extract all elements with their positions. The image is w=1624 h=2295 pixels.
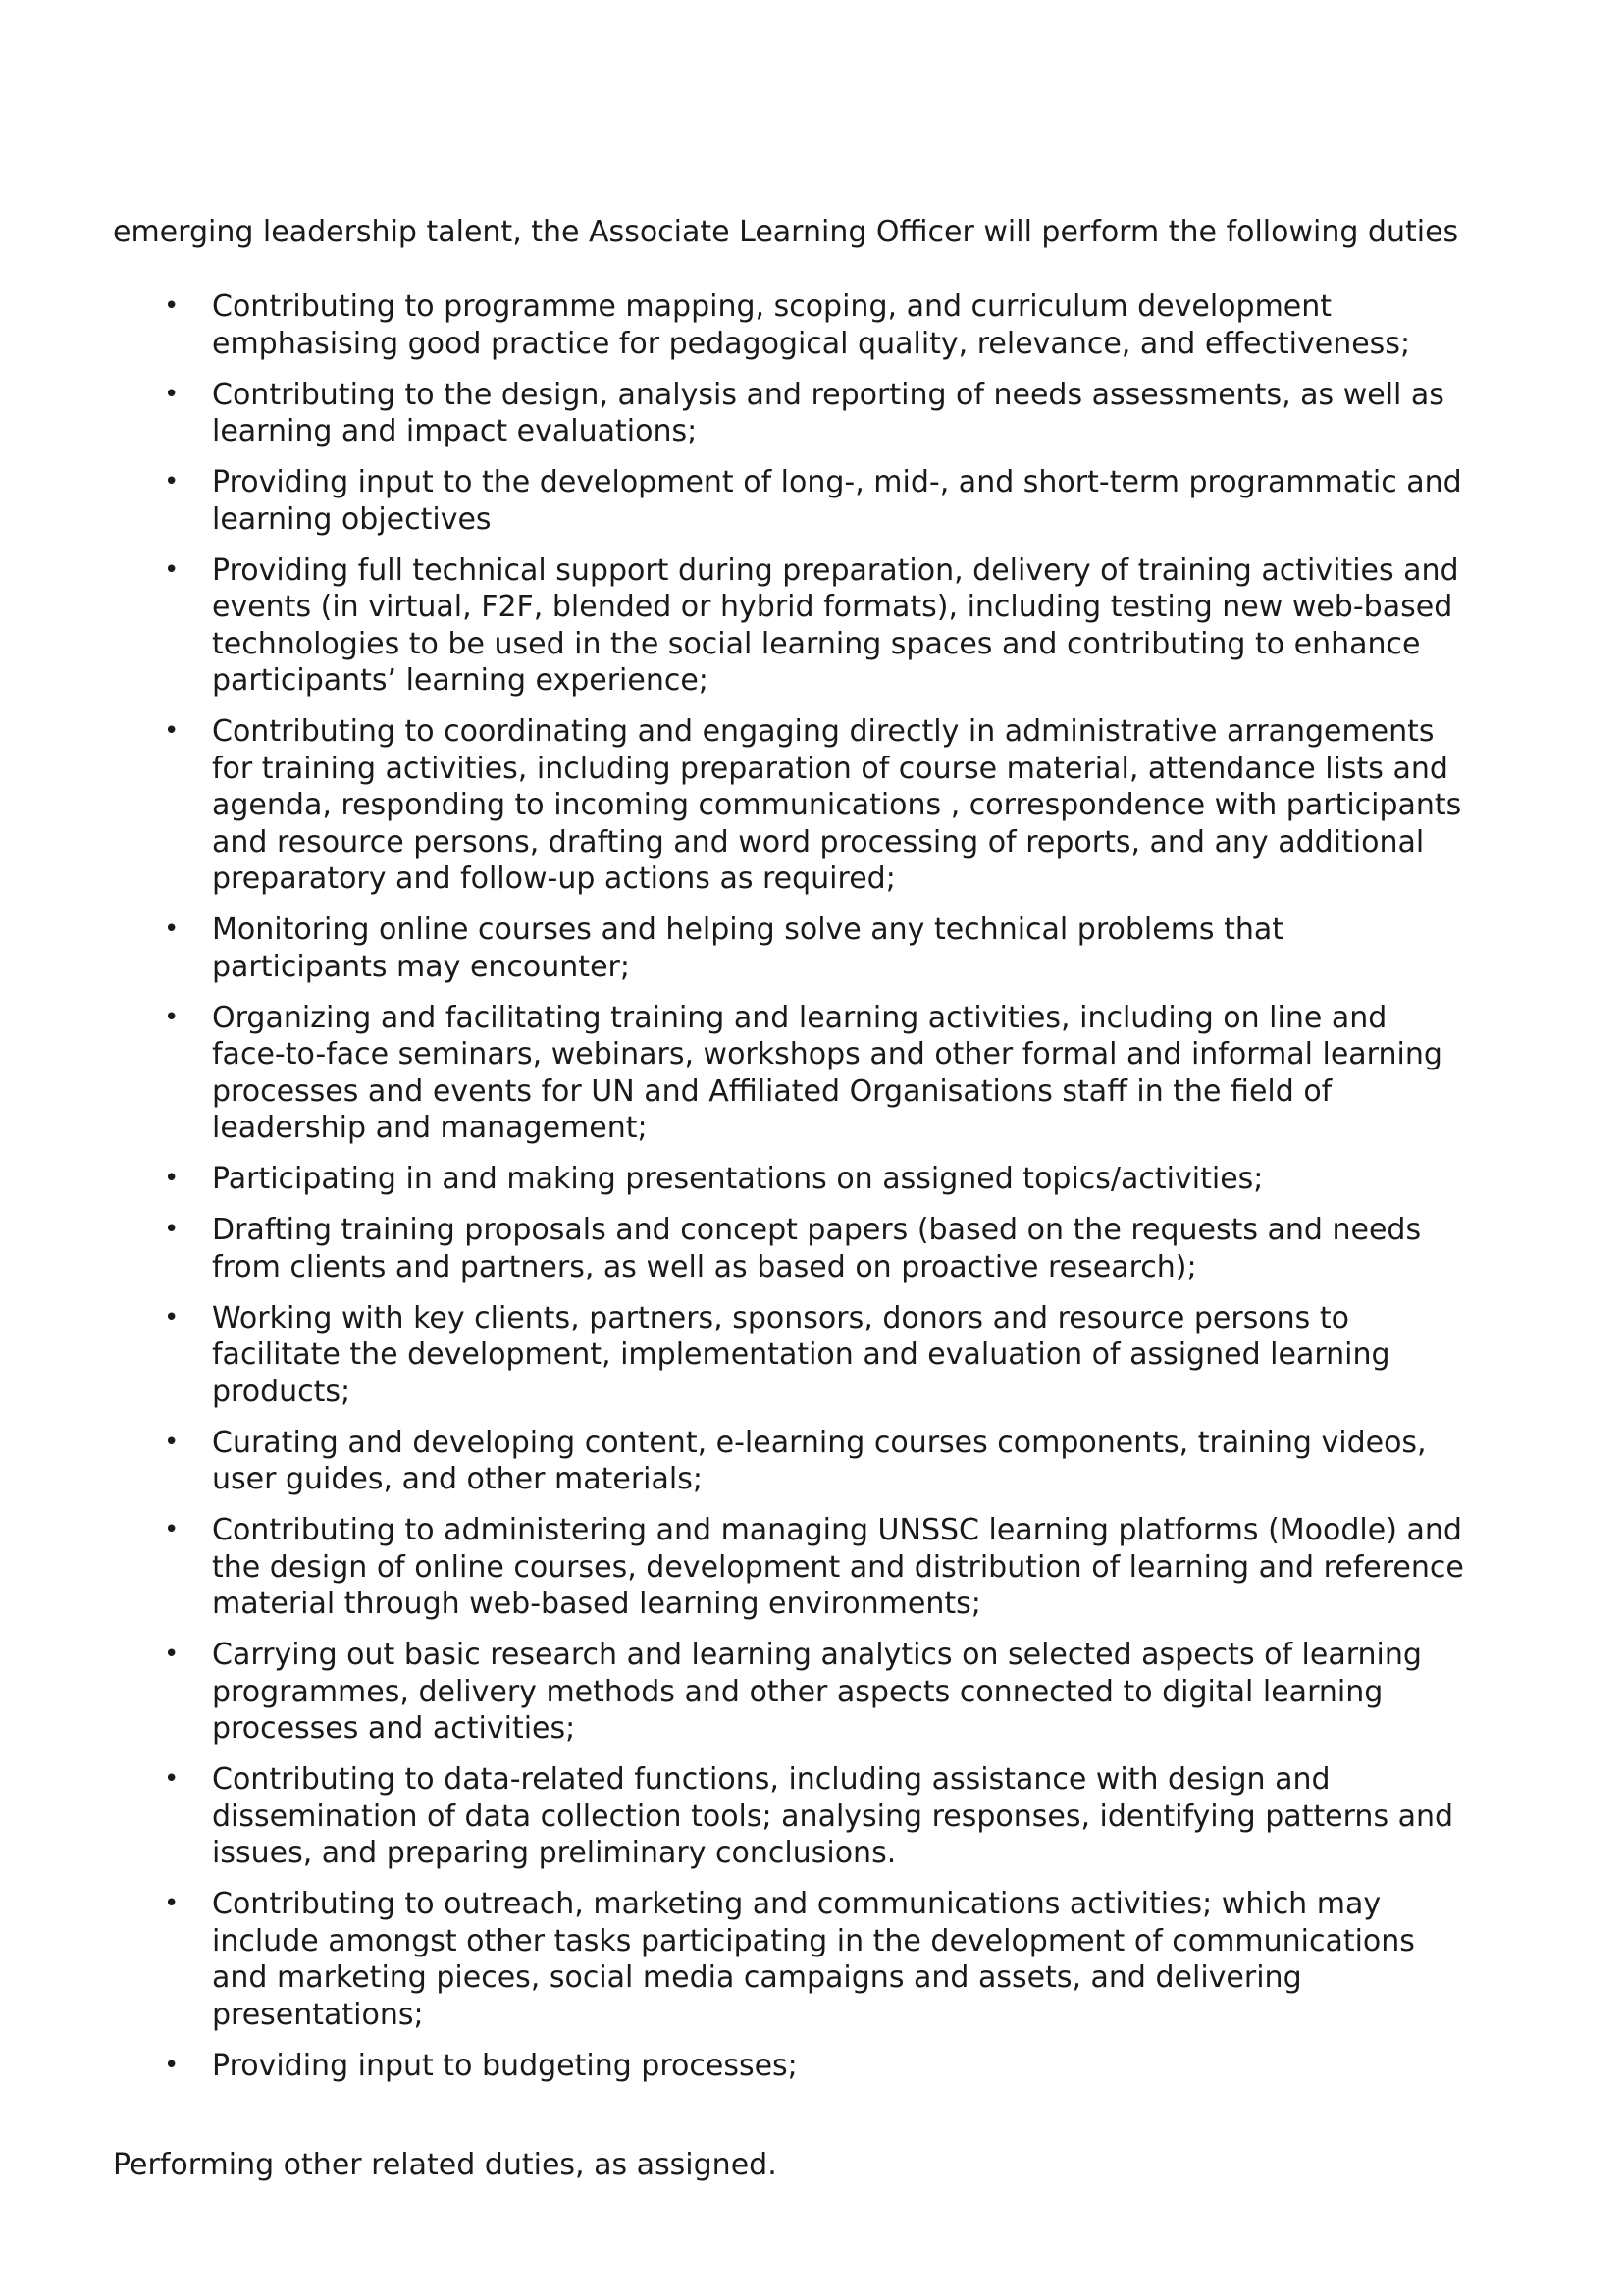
bullet-icon: •	[164, 1427, 180, 1457]
duty-item	[113, 1637, 1467, 1747]
duty-item	[113, 1212, 1467, 1285]
duties-list	[113, 288, 1467, 2084]
bullet-icon: •	[164, 554, 180, 585]
duty-text: Carrying out basic research and learning analytics on selected aspects of learning programmes, delivery methods and other aspects connected to digital learning processes and activities;	[212, 1638, 1422, 1746]
duty-text: Contributing to data-related functions, including assistance with design and dissemination of data collection tools; analysing responses, identifying patterns and issues, and preparing preliminary conclusions.	[212, 1762, 1454, 1870]
duty-text: Providing full technical support during preparation, delivery of training activities and events (in virtual, F2F, blended or hybrid formats), including testing new web-based technologies to be used in the social learning spaces and contributing to enhance participants’ learning experience;	[212, 552, 1459, 698]
bullet-icon: •	[164, 1764, 180, 1794]
bullet-icon: •	[164, 1515, 180, 1544]
bullet-icon: •	[164, 1640, 180, 1669]
duty-text: Drafting training proposals and concept papers (based on the requests and needs from clients and partners, as well as based on proactive research);	[212, 1213, 1422, 1284]
bullet-icon: •	[164, 1889, 180, 1918]
bullet-icon: •	[164, 914, 180, 944]
duty-text: Providing input to budgeting processes;	[212, 2048, 798, 2083]
bullet-icon: •	[164, 1215, 180, 1244]
intro-paragraph: emerging leadership talent, the Associate Learning Officer will perform the following duties	[113, 215, 1459, 249]
bullet-icon: •	[164, 1302, 180, 1332]
document-page	[113, 214, 1467, 2184]
duty-text: Organizing and facilitating training and learning activities, including on line and face-to-face seminars, webinars, workshops and other formal and informal learning processes and events for UN and Affiliated Organisations staff in the field of leadership and management;	[212, 1000, 1442, 1145]
duty-item	[113, 1512, 1467, 1623]
duty-item	[113, 1000, 1467, 1147]
duty-item	[113, 1425, 1467, 1498]
duty-text: Working with key clients, partners, sponsors, donors and resource persons to facilitate the development, implementation and evaluation of assigned learning products;	[212, 1300, 1390, 1409]
duty-text: Contributing to coordinating and engaging directly in administrative arrangements for training activities, including preparation of course material, attendance lists and agenda, responding to incoming communications , correspondence with participants and resource persons, drafting and word processing of reports, and any additional preparatory and follow-up actions as required;	[212, 714, 1462, 896]
duty-item	[113, 2048, 1467, 2085]
bullet-icon: •	[164, 291, 180, 321]
duty-text: Contributing to the design, analysis and reporting of needs assessments, as well as learning and impact evaluations;	[212, 377, 1444, 448]
duty-text: Contributing to outreach, marketing and communications activities; which may include amongst other tasks participating in the development of communications and marketing pieces, social media campaigns and assets, and delivering presentations;	[212, 1887, 1415, 2032]
duty-item	[113, 1161, 1467, 1198]
duty-item	[113, 912, 1467, 985]
bullet-icon: •	[164, 467, 180, 496]
duty-text: Contributing to programme mapping, scoping, and curriculum development emphasising good practice for pedagogical quality, relevance, and effectiveness;	[212, 289, 1411, 361]
bullet-icon: •	[164, 379, 180, 409]
bullet-icon: •	[164, 1164, 180, 1193]
duty-item	[113, 1886, 1467, 2033]
duty-item	[113, 288, 1467, 362]
duty-item	[113, 1761, 1467, 1872]
duty-item	[113, 464, 1467, 538]
duty-item	[113, 377, 1467, 450]
bullet-icon: •	[164, 1002, 180, 1032]
duty-text: Providing input to the development of long-, mid-, and short-term programmatic and learning objectives	[212, 465, 1462, 537]
duty-text: Curating and developing content, e-learning courses components, training videos, user guides, and other materials;	[212, 1425, 1427, 1496]
closing-paragraph: Performing other related duties, as assigned.	[113, 2148, 777, 2182]
duty-text: Contributing to administering and managing UNSSC learning platforms (Moodle) and the design of online courses, development and distribution of learning and reference material through web-based learning environments;	[212, 1513, 1464, 1621]
duty-item	[113, 713, 1467, 898]
duty-item	[113, 552, 1467, 700]
duty-item	[113, 1300, 1467, 1411]
duty-text: Monitoring online courses and helping solve any technical problems that participants may encounter;	[212, 913, 1284, 984]
bullet-icon: •	[164, 2050, 180, 2080]
bullet-icon: •	[164, 716, 180, 746]
duty-text: Participating in and making presentations on assigned topics/activities;	[212, 1162, 1264, 1196]
